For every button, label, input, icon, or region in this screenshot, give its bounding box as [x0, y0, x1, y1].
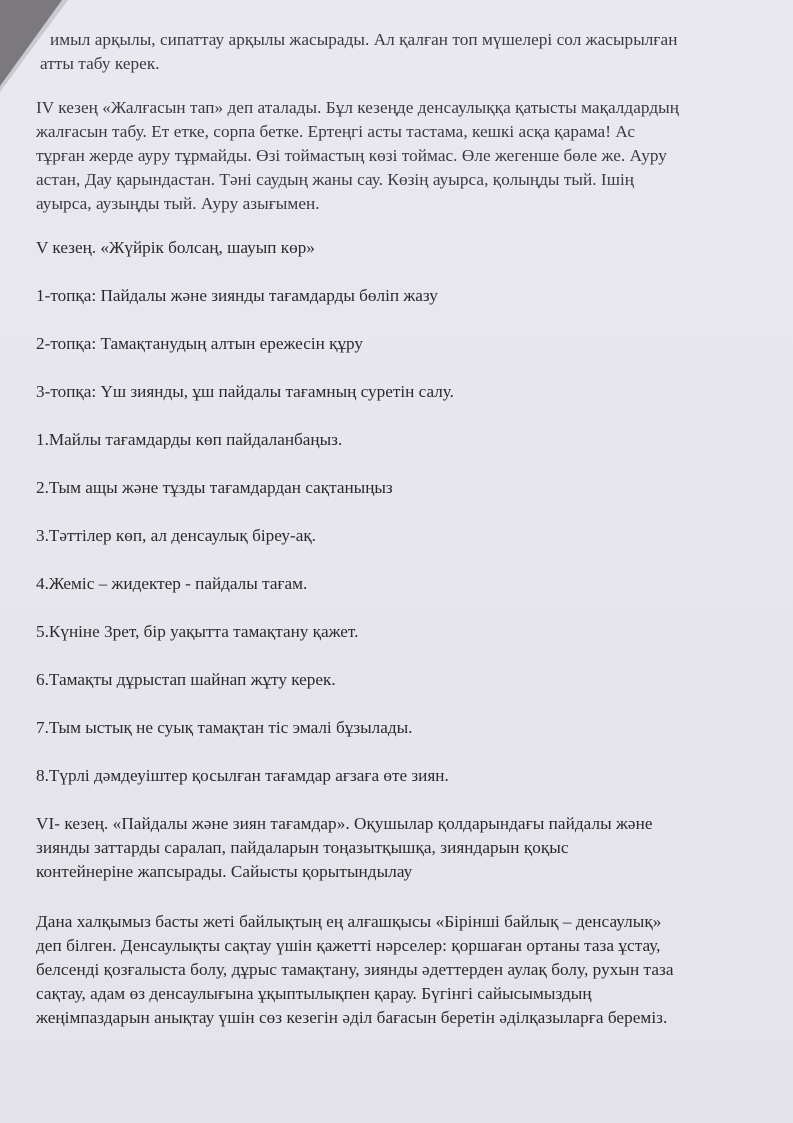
text-line: ауырса, аузыңды тый. Ауру азығымен. [36, 194, 320, 213]
rule-5: 5.Күніне 3рет, бір уақытта тамақтану қажет. [36, 622, 359, 641]
text-line: зиянды заттарды саралап, пайдаларын тоңазытқышқа, зияндарын қоқыс [36, 838, 569, 857]
rule-8: 8.Түрлі дәмдеуіштер қосылған тағамдар ағзаға өте зиян. [36, 766, 449, 785]
rule-3: 3.Тәттілер көп, ал денсаулық біреу-ақ. [36, 526, 316, 545]
text-line: имыл арқылы, сипаттау арқылы жасырады. Ал қалған топ мүшелері сол жасырылған [50, 30, 678, 49]
rule-4: 4.Жеміс – жидектер - пайдалы тағам. [36, 574, 308, 593]
text-line: сақтау, адам өз денсаулығына ұқыптылықпен қарау. Бүгінгі сайысымыздың [36, 984, 592, 1003]
document-body [36, 28, 748, 1046]
stage-4-paragraph [36, 96, 748, 216]
stage-5-title: V кезең. «Жүйрік болсаң, шауып көр» [36, 238, 315, 257]
text-line: IV кезең «Жалғасын тап» деп аталады. Бұл кезеңде денсаулыққа қатысты мақалдардың [36, 98, 679, 117]
text-line: тұрған жерде ауру тұрмайды. Өзі тоймастың көзі тоймас. Өле жегенше бөле же. Ауру [36, 146, 667, 165]
text-line: белсенді қозғалыста болу, дұрыс тамақтану, зиянды әдеттерден аулақ болу, рухын таза [36, 960, 674, 979]
text-line: астан, Дау қарындастан. Тәні саудың жаны сау. Көзің ауырса, қолыңды тый. Ішің [36, 170, 635, 189]
stage-6-paragraph [36, 812, 748, 884]
group-1-task: 1-топқа: Пайдалы және зиянды тағамдарды бөліп жазу [36, 286, 438, 305]
text-line: Дана халқымыз басты жеті байлықтың ең алғашқысы «Бірінші байлық – денсаулық» [36, 912, 662, 931]
text-line: деп білген. Денсаулықты сақтау үшін қажетті нәрселер: қоршаған ортаны таза ұстау, [36, 936, 661, 955]
continuation-paragraph [36, 28, 748, 76]
rule-7: 7.Тым ыстық не суық тамақтан тіс эмалі бұзылады. [36, 718, 413, 737]
text-line: контейнеріне жапсырады. Сайысты қорытындылау [36, 862, 413, 881]
rule-6: 6.Тамақты дұрыстап шайнап жұту керек. [36, 670, 336, 689]
text-line: VI- кезең. «Пайдалы және зиян тағамдар». Оқушылар қолдарындағы пайдалы және [36, 814, 653, 833]
closing-paragraph [36, 910, 748, 1030]
group-2-task: 2-топқа: Тамақтанудың алтын ережесін құру [36, 334, 363, 353]
rule-2: 2.Тым ащы және тұзды тағамдардан сақтаныңыз [36, 478, 393, 497]
text-line: атты табу керек. [40, 54, 160, 73]
group-3-task: 3-топқа: Үш зиянды, ұш пайдалы тағамның суретін салу. [36, 382, 454, 401]
rule-1: 1.Майлы тағамдарды көп пайдаланбаңыз. [36, 430, 343, 449]
text-line: жалғасын табу. Ет етке, сорпа бетке. Ертеңгі асты тастама, кешкі асқа қарама! Ас [36, 122, 636, 141]
text-line: жеңімпаздарын анықтау үшін сөз кезегін әділ бағасын беретін әділқазыларға береміз. [36, 1008, 668, 1027]
